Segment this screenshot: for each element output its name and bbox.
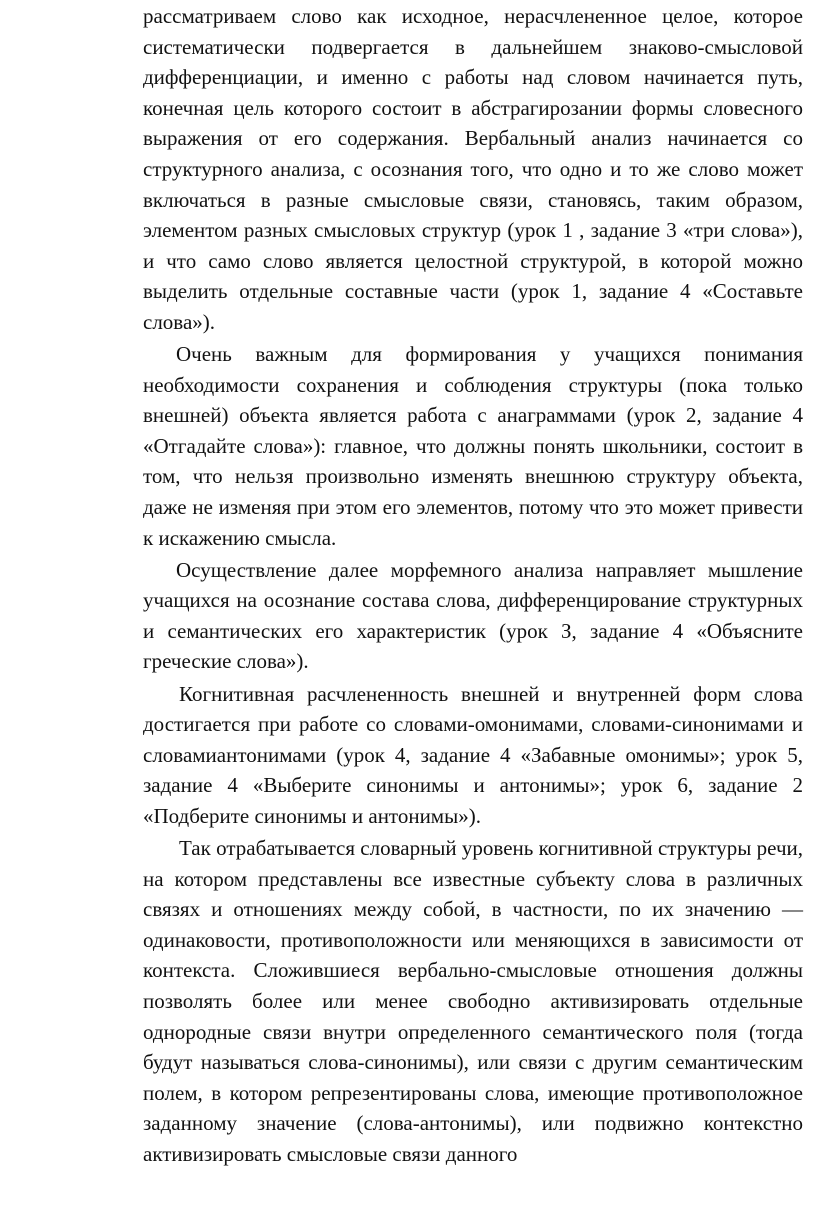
paragraph-1: рассматриваем слово как исходное, нерасчлененное целое, которое систематически подвергается в дальнейшем знаково-смысловой дифференциации, и именно с работы над словом начинается путь, конечная цель которого состоит в абстрагирозании формы словесного выражения от его содержания. Вербальный анализ начинается со структурного анализа, с осознания того, что одно и то же слово может включаться в разные смысловые связи, становясь, таким образом, элементом разных смысловых структур (урок 1 , задание 3 «три слова»), и что само слово является целостной структурой, в которой можно выделить отдельные составные части (урок 1, задание 4 «Составьте слова»).: [143, 4, 803, 334]
paragraph-2: Очень важным для формирования у учащихся понимания необходимости сохранения и соблюдения структуры (пока только внешней) объекта является работа с анаграммами (урок 2, задание 4 «Отгадайте слова»): главное, что должны понять школьники, состоит в том, что нельзя произвольно изменять внешнюю структуру объекта, даже не изменяя при этом его элементов, потому что это может привести к искажению смысла.: [143, 342, 803, 550]
paragraph-3: Осуществление далее морфемного анализа направляет мышление учащихся на осознание состава слова, дифференцирование структурных и семантических его характеристик (урок З, задание 4 «Объясните греческие слова»).: [143, 557, 803, 674]
paragraph-5: Так отрабатывается словарный уровень когнитивной структуры речи, на котором представлены все известные субъекту слова в различных связях и отношениях между собой, в частности, по их значению — одинаковости, противоположности или меняющихся в зависимости от контекста. Сложившиеся вербально-смысловые отношения должны позволять более или менее свободно активизировать отдельные однородные связи внутри определенного семантического поля (тогда будут называться слова-синонимы), или связи с другим семантическим полем, в котором репрезентированы слова, имеющие противоположное заданному значение (слова-антонимы), или подвижно контекстно активизировать смысловые связи данного: [143, 836, 803, 1166]
paragraph-4: Когнитивная расчлененность внешней и внутренней форм слова достигается при работе со словами-омонимами, словами-синонимами и словамиантонимами (урок 4, задание 4 «Забавные омонимы»; урок 5, задание 4 «Выберите синонимы и антонимы»; урок 6, задание 2 «Подберите синонимы и антонимы»).: [143, 681, 803, 828]
document-page: [143, 0, 803, 1171]
